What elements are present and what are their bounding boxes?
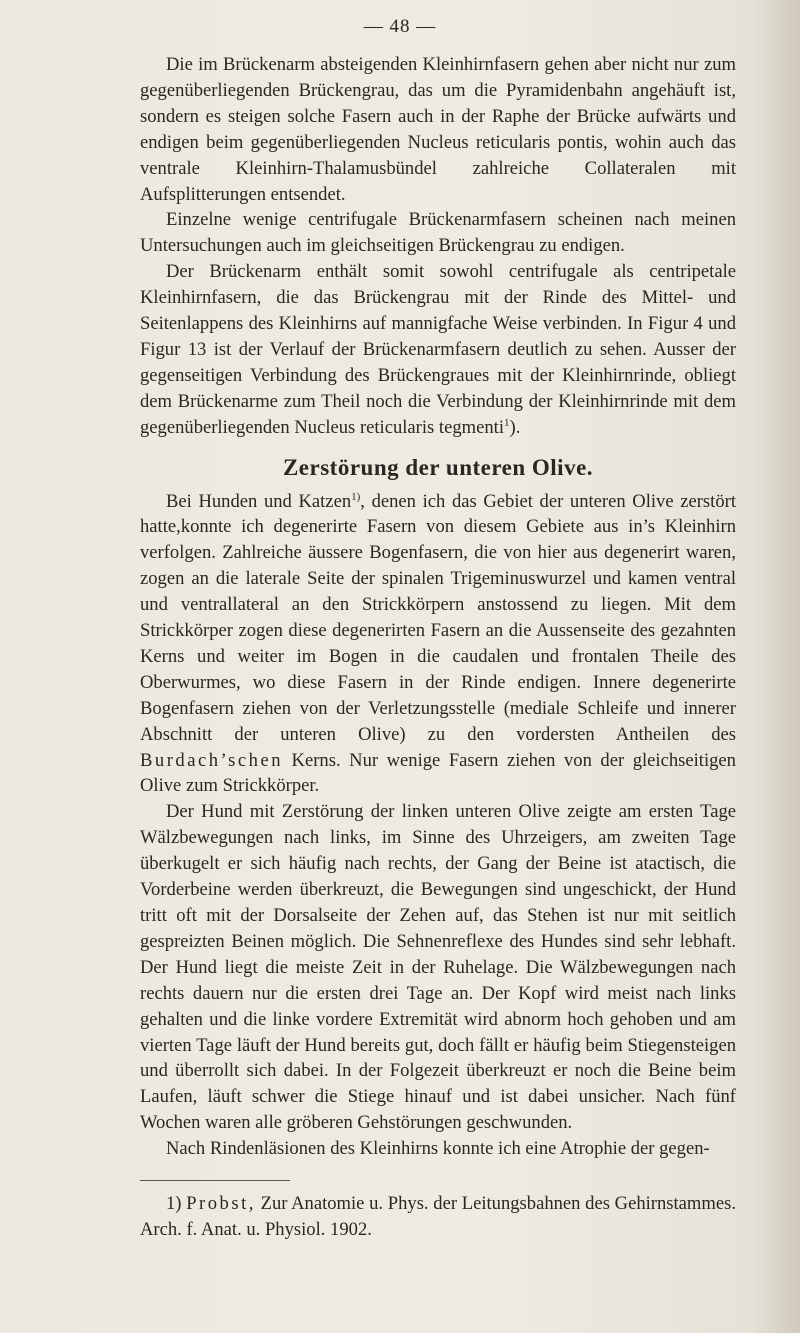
footnote-ref: 1 [504, 416, 510, 429]
footnote-divider [140, 1180, 290, 1181]
footnote-ref-2-text: 1 [351, 490, 357, 503]
footnote-line [140, 1191, 736, 1243]
footnote [140, 1191, 736, 1243]
paragraph-6: Nach Rindenläsionen des Kleinhirns konnte ich eine Atrophie der gegen- [166, 1138, 710, 1160]
footnote-marker: 1) [166, 1193, 182, 1215]
footnote-text: Zur Anatomie u. Phys. der Leitungsbahnen des Gehirnstammes. Arch. f. Anat. u. Physiol. 1902. [140, 1193, 736, 1240]
paragraph-5: Der Hund mit Zerstörung der linken unteren Olive zeigte am ersten Tage Wälzbewegungen nach links, im Sinne des Uhrzeigers, am zweiten Tage überkugelt er sich häufig nach rechts, der Gang der Beine ist atactisch, die Vorderbeine werden überkreuzt, die Bewegungen sind ungeschickt, der Hund tritt oft mit der Dorsalseite der Zehen auf, das Stehen ist nur mit seitlich gespreizten Beinen möglich. Die Sehnenreflexe des Hundes sind sehr lebhaft. Der Hund liegt die meiste Zeit in der Ruhelage. Die Wälzbewegungen nach rechts dauern nur die ersten drei Tage an. Der Kopf wird meist nach links gehalten und die linke vordere Extremität wird abnorm hoch gehoben und am vierten Tage läuft der Hund bereits gut, doch fällt er häufig beim Stiegensteigen und überrollt sich dabei. In der Folgezeit überkreuzt er noch die Beine beim Laufen, läuft schwer die Stiege hinauf und ist dabei unsicher. Nach fünf Wochen waren alle gröberen Gehstörungen geschwunden. [140, 801, 736, 1134]
section-heading: Zerstörung der unteren Olive. [282, 454, 594, 480]
paragraph-4-a: Bei Hunden und Katzen [166, 490, 352, 512]
page-number: — 48 — [363, 16, 437, 37]
paragraph-3-suffix: ). [509, 416, 521, 438]
paragraph-4-c: Kerns. Nur wenige Fasern ziehen von der gleichseitigen Olive zum Strickkörper. [140, 749, 736, 797]
paragraph-2: Einzelne wenige centrifugale Brückenarmfasern scheinen nach meinen Untersuchungen auch im gleichseitigen Brückengrau zu endigen. [140, 209, 736, 257]
author-name-burdach: Burdach’schen [140, 749, 283, 771]
body-text [140, 52, 736, 1243]
footnote-ref-2: 1) [351, 490, 361, 503]
paragraph-3-text: Der Brückenarm enthält somit sowohl centrifugale als centripetale Kleinhirnfasern, die das Brückengrau mit der Rinde des Mittel- und Seitenlappens des Kleinhirns auf mannigfache Weise verbinden. In Figur 4 und Figur 13 ist der Verlauf der Brückenarmfasern deutlich zu sehen. Ausser der gegenseitigen Verbindung des Brückengraues mit der Kleinhirnrinde, obliegt dem Brückenarme zum Theil noch die Verbindung der Kleinhirnrinde mit dem gegenüberliegenden Nucleus reticularis tegmenti [140, 261, 736, 438]
paragraph-1: Die im Brückenarm absteigenden Kleinhirnfasern gehen aber nicht nur zum gegenüberliegenden Brückengrau, das um die Pyramidenbahn angehäuft ist, sondern es steigen solche Fasern auch in der Raphe der Brücke aufwärts und endigen beim gegenüberliegenden Nucleus reticularis pontis, wohin auch das ventrale Kleinhirn-Thalamusbündel zahlreiche Collateralen mit Aufsplitterungen entsendet. [140, 54, 736, 205]
footnote-author: Probst, [186, 1193, 256, 1215]
paragraph-4-b: , denen ich das Gebiet der unteren Olive zerstört hatte,konnte ich degenerirte Fasern von diesem Gebiete aus in’s Kleinhirn verfolgen. Zahlreiche äussere Bogenfasern, die von hier aus degenerirt waren, zogen an die laterale Seite der spinalen Trigeminuswurzel und kamen ventral und ventrallateral an den Strickkörpern anstossend zu liegen. Mit dem Strickkörper zogen diese degenerirten Fasern an die Aussenseite des gezahnten Kerns und weiter im Bogen in die caudalen und frontalen Theile des Oberwurmes, wo diese Fasern in der Rinde endigen. Innere degenerirte Bogenfasern ziehen von der Verletzungsstelle (mediale Schleife und innerer Abschnitt der unteren Olive) zu den vordersten Antheilen des [140, 490, 736, 745]
paragraph-3 [140, 259, 736, 440]
paragraph-4 [140, 489, 736, 800]
